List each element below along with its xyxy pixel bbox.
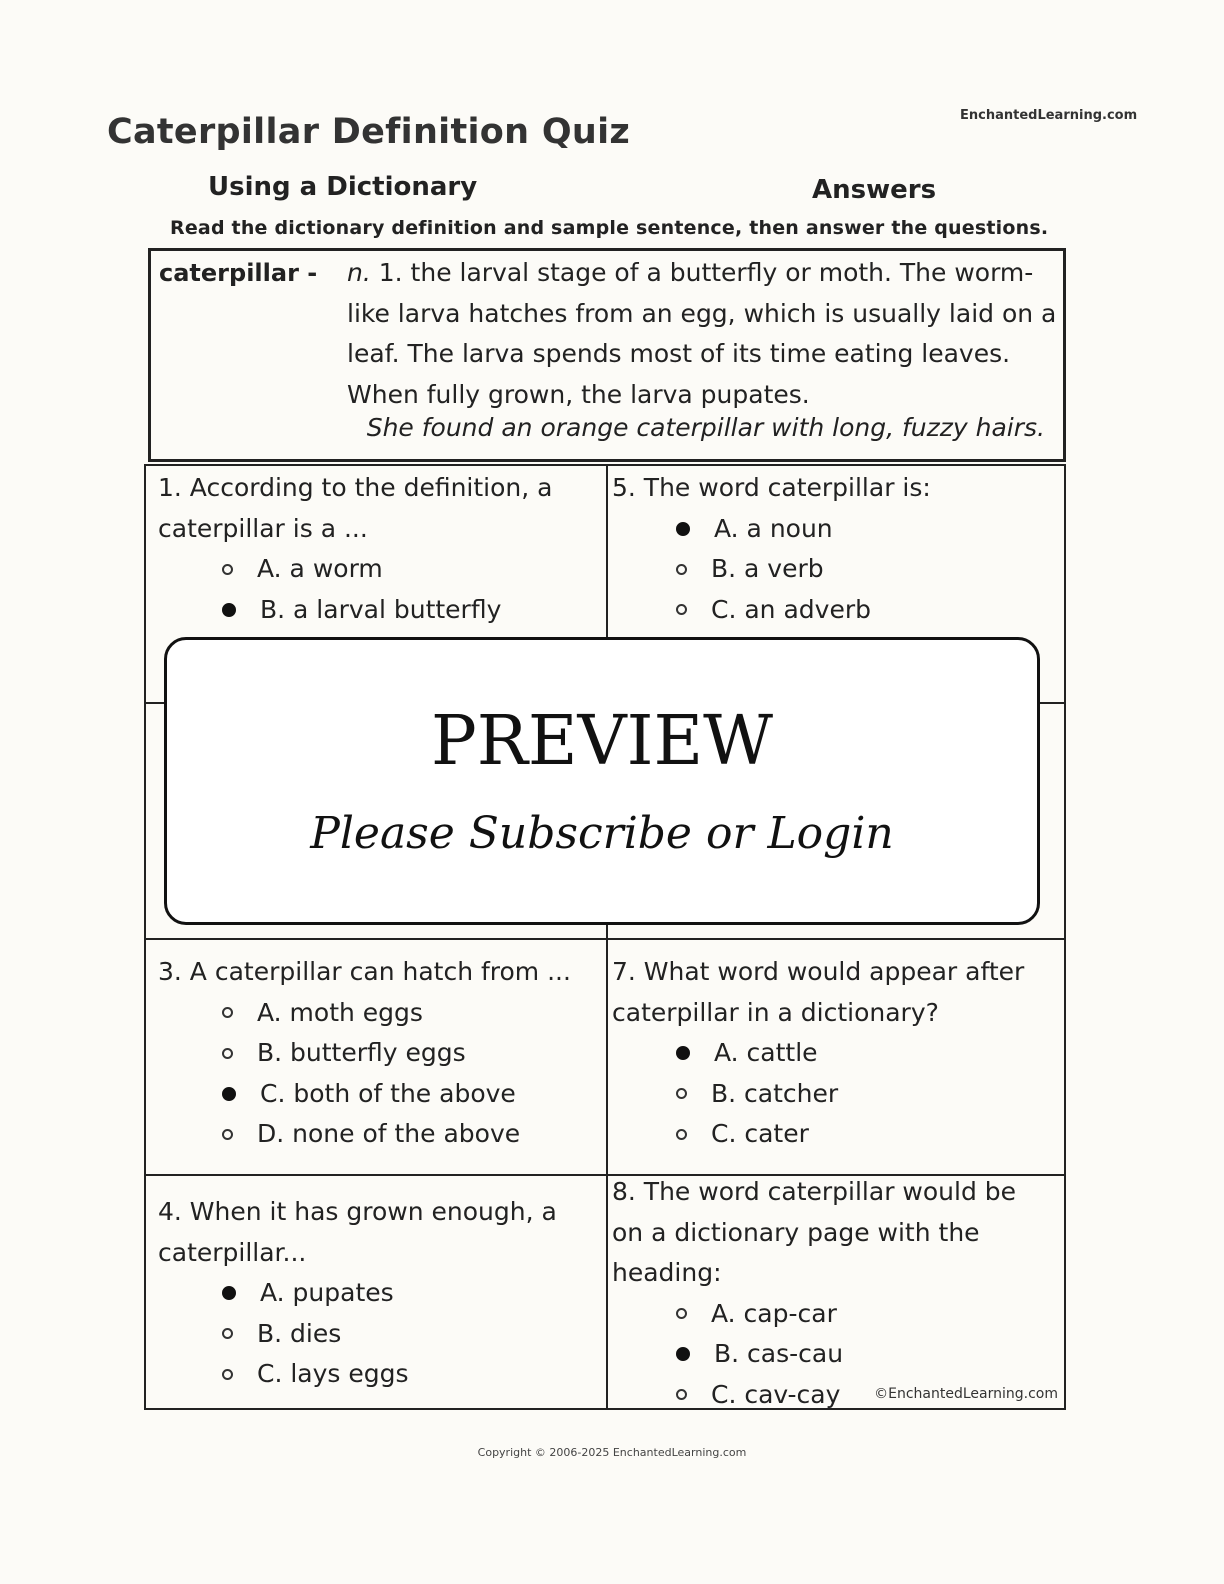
radio-filled-icon[interactable] xyxy=(222,1286,236,1300)
option-label: B. catcher xyxy=(711,1078,839,1108)
option[interactable] xyxy=(222,1114,602,1155)
radio-filled-icon[interactable] xyxy=(222,603,236,617)
option[interactable] xyxy=(222,1033,602,1074)
option-label: B. cas-cau xyxy=(714,1339,844,1368)
option[interactable] xyxy=(676,1033,1062,1074)
grid-divider-vertical xyxy=(606,466,608,1408)
radio-empty-icon[interactable] xyxy=(676,1389,687,1400)
definition-box xyxy=(148,248,1066,462)
options-list xyxy=(222,993,602,1155)
option-label: B. a larval butterfly xyxy=(260,594,502,624)
option[interactable] xyxy=(222,1314,598,1355)
option-label: A. cattle xyxy=(714,1038,818,1067)
question-3 xyxy=(158,952,602,1155)
option-label: A. cap-car xyxy=(711,1298,837,1328)
radio-filled-icon[interactable] xyxy=(676,1046,690,1060)
copyright-footer: Copyright © 2006-2025 EnchantedLearning.com xyxy=(477,1446,747,1459)
option-label: B. butterfly eggs xyxy=(257,1038,466,1067)
option-label: A. pupates xyxy=(260,1278,394,1307)
radio-empty-icon[interactable] xyxy=(676,604,687,615)
option-label: C. an adverb xyxy=(711,594,871,624)
question-grid xyxy=(144,464,1066,1410)
option-label: C. cater xyxy=(711,1119,809,1148)
question-5 xyxy=(612,468,1062,630)
option-label: C. both of the above xyxy=(260,1078,516,1108)
worksheet-credit: ©EnchantedLearning.com xyxy=(874,1386,1058,1402)
answers-label: Answers xyxy=(812,175,937,205)
question-text: 7. What word would appear after caterpillar in a dictionary? xyxy=(612,957,1025,1027)
radio-empty-icon[interactable] xyxy=(222,1007,233,1018)
option[interactable] xyxy=(676,590,1062,631)
question-text: 3. A caterpillar can hatch from ... xyxy=(158,957,571,986)
option[interactable] xyxy=(676,549,1062,590)
option[interactable] xyxy=(222,549,598,590)
options-list xyxy=(222,549,598,630)
question-1 xyxy=(158,468,598,630)
option-label: C. cav-cay xyxy=(711,1379,841,1409)
option[interactable] xyxy=(222,1354,598,1395)
preview-title: PREVIEW xyxy=(430,702,774,781)
page-title: Caterpillar Definition Quiz xyxy=(107,112,631,152)
definition-body: 1. the larval stage of a butterfly or moth. The worm-like larva hatches from an egg, which is usually laid on a leaf. The larva spends most of its time eating leaves. When fully grown, the larva pupates. xyxy=(347,258,1057,409)
options-list xyxy=(676,509,1062,631)
definition-text xyxy=(347,253,1057,415)
question-4 xyxy=(158,1192,598,1395)
option[interactable] xyxy=(676,1114,1062,1155)
option[interactable] xyxy=(222,1074,602,1115)
preview-overlay[interactable] xyxy=(164,637,1040,925)
option[interactable] xyxy=(222,590,598,631)
option-label: A. a noun xyxy=(714,513,833,543)
question-text: 8. The word caterpillar would be on a dictionary page with the heading: xyxy=(612,1177,1017,1287)
option[interactable] xyxy=(676,1294,1052,1335)
question-8 xyxy=(612,1172,1052,1415)
worksheet-subtitle: Using a Dictionary xyxy=(208,172,478,202)
instructions: Read the dictionary definition and sample sentence, then answer the questions. xyxy=(170,217,1049,239)
option[interactable] xyxy=(222,993,602,1034)
option-label: A. a worm xyxy=(257,554,383,583)
part-of-speech: n. xyxy=(347,258,371,287)
radio-empty-icon[interactable] xyxy=(222,1048,233,1059)
option[interactable] xyxy=(676,1074,1062,1115)
radio-empty-icon[interactable] xyxy=(676,1308,687,1319)
radio-empty-icon[interactable] xyxy=(222,1328,233,1339)
option-label: C. lays eggs xyxy=(257,1359,409,1388)
subscribe-login-link[interactable]: Please Subscribe or Login xyxy=(310,808,894,859)
question-text: 1. According to the definition, a caterpillar is a ... xyxy=(158,473,553,543)
option[interactable] xyxy=(676,509,1062,550)
option-label: D. none of the above xyxy=(257,1119,521,1148)
options-list xyxy=(222,1273,598,1395)
radio-filled-icon[interactable] xyxy=(222,1087,236,1101)
radio-empty-icon[interactable] xyxy=(222,1129,233,1140)
radio-empty-icon[interactable] xyxy=(676,1129,687,1140)
radio-empty-icon[interactable] xyxy=(676,564,687,575)
radio-empty-icon[interactable] xyxy=(222,1369,233,1380)
radio-filled-icon[interactable] xyxy=(676,1347,690,1361)
question-text: 4. When it has grown enough, a caterpillar... xyxy=(158,1197,557,1267)
question-7 xyxy=(612,952,1062,1155)
options-list xyxy=(676,1033,1062,1155)
radio-empty-icon[interactable] xyxy=(222,564,233,575)
option[interactable] xyxy=(222,1273,598,1314)
site-name[interactable]: EnchantedLearning.com xyxy=(960,108,1138,123)
headword: caterpillar - xyxy=(159,259,318,287)
option-label: B. dies xyxy=(257,1318,342,1348)
grid-divider xyxy=(146,938,1064,940)
sample-sentence: She found an orange caterpillar with long, fuzzy hairs. xyxy=(366,413,1045,442)
radio-filled-icon[interactable] xyxy=(676,522,690,536)
question-text: 5. The word caterpillar is: xyxy=(612,473,931,502)
option[interactable] xyxy=(676,1334,1052,1375)
option-label: B. a verb xyxy=(711,554,824,583)
radio-empty-icon[interactable] xyxy=(676,1088,687,1099)
option-label: A. moth eggs xyxy=(257,997,423,1027)
